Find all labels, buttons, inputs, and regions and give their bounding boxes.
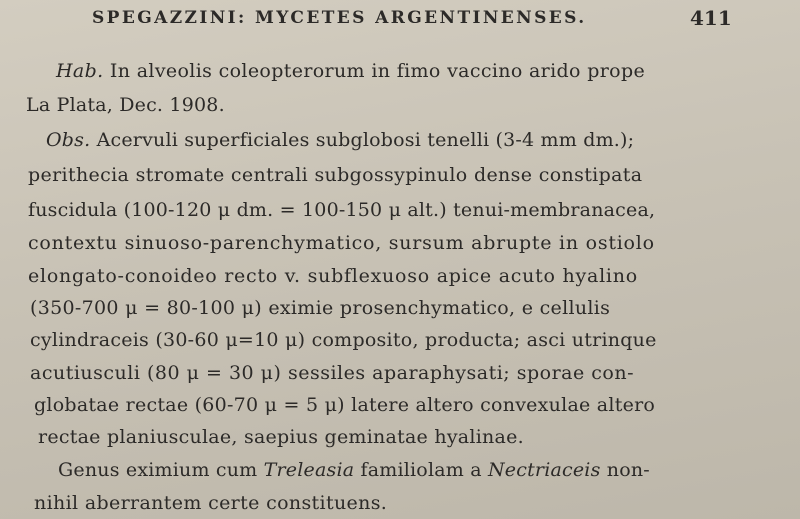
text-line-genus [58, 459, 650, 481]
family-name: Nectriaceis [487, 459, 601, 481]
line-text: non- [600, 459, 650, 481]
text-line: (350-700 μ = 80-100 μ) eximie prosenchymatico, e cellulis [30, 297, 611, 319]
text-line: contextu sinuoso-parenchymatico, sursum abrupte in ostiolo [28, 232, 655, 254]
text-line: rectae planiusculae, saepius geminatae hyalinae. [38, 426, 524, 448]
section-label-hab: Hab. [56, 60, 104, 82]
section-label-obs: Obs. [46, 129, 91, 151]
line-text: Genus eximium cum [58, 459, 264, 481]
genus-name: Treleasia [263, 459, 355, 481]
text-line: globatae rectae (60-70 μ = 5 μ) latere altero convexulae altero [34, 394, 656, 416]
line-text: Acervuli superficiales subglobosi tenelli (3-4 mm dm.); [90, 129, 635, 151]
line-text: In alveolis coleopterorum in fimo vaccino arido prope [103, 60, 646, 82]
text-line: perithecia stromate centrali subgossypinulo dense constipata [28, 164, 643, 186]
text-line: fuscidula (100-120 μ dm. = 100-150 μ alt.) tenui-membranacea, [28, 199, 656, 221]
text-line: La Plata, Dec. 1908. [26, 94, 225, 116]
line-text: familiolam a [354, 459, 488, 481]
running-title: SPEGAZZINI: MYCETES ARGENTINENSES. [92, 8, 587, 28]
text-line: cylindraceis (30-60 μ=10 μ) composito, producta; asci utrinque [30, 329, 657, 351]
text-line-obs [46, 129, 634, 151]
text-line: elongato-conoideo recto v. subflexuoso apice acuto hyalino [28, 265, 638, 287]
text-line-hab [56, 60, 645, 82]
page-header [0, 6, 800, 34]
text-line: nihil aberrantem certe constituens. [34, 492, 388, 514]
text-line: acutiusculi (80 μ = 30 μ) sessiles aparaphysati; sporae con- [30, 362, 635, 384]
page-number: 411 [690, 6, 732, 30]
